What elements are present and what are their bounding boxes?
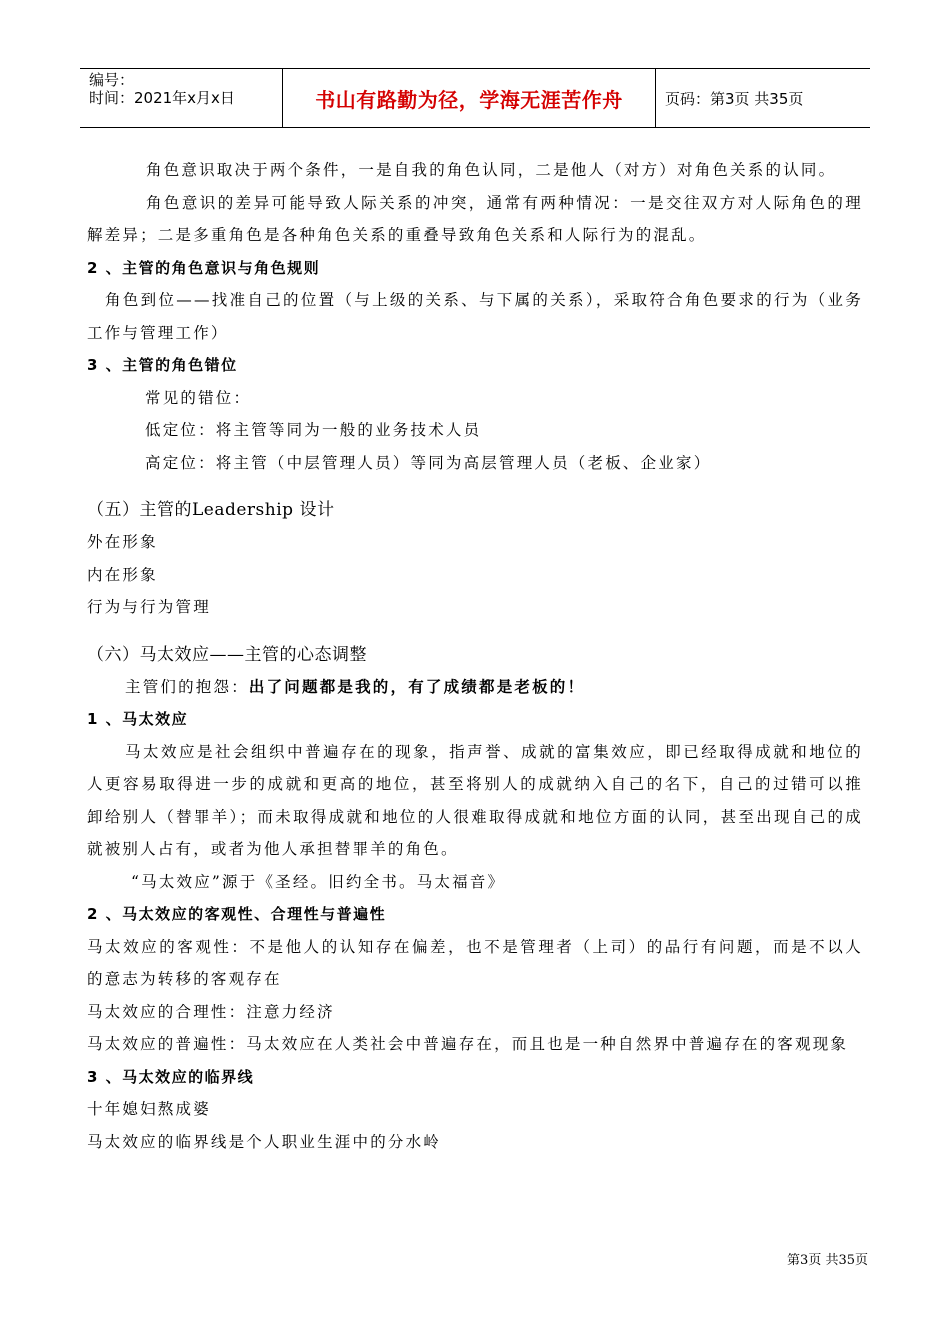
- document-body: [87, 154, 863, 1158]
- paragraph: 马太效应是社会组织中普遍存在的现象，指声誉、成就的富集效应，即已经取得成就和地位的人更容易取得进一步的成就和更高的地位，甚至将别人的成就纳入自己的名下，自己的过错可以推卸给别人（替罪羊）；而未取得成就和地位的人很难取得成就和地位方面的认同，甚至出现自己的成就被别人占有，或者为他人承担替罪羊的角色。: [87, 742, 863, 858]
- paragraph: 十年媳妇熬成婆: [87, 1100, 211, 1118]
- subheading: 3 、主管的角色错位: [87, 356, 238, 374]
- subheading: 2 、主管的角色意识与角色规则: [87, 258, 321, 277]
- subheading: 3 、马太效应的临界线: [87, 1067, 255, 1086]
- paragraph: 角色意识取决于两个条件，一是自我的角色认同，二是他人（对方）对角色关系的认同。: [146, 161, 837, 179]
- list-item: 行为与行为管理: [87, 598, 211, 616]
- paragraph: 马太效应的普遍性：马太效应在人类社会中普遍存在，而且也是一种自然界中普遍存在的客观现象: [87, 1035, 849, 1053]
- page-footer: 第3页 共35页: [787, 1253, 868, 1268]
- section-heading: （五）主管的Leadership 设计: [87, 500, 335, 520]
- paragraph: 常见的错位：: [145, 388, 252, 407]
- complaint-emphasis: 出了问题都是我的，有了成绩都是老板的！: [248, 677, 586, 696]
- number-label: 编号：: [89, 71, 135, 89]
- paragraph: 马太效应的合理性：注意力经济: [87, 1002, 335, 1021]
- paragraph: 角色意识的差异可能导致人际关系的冲突，通常有两种情况：一是交往双方对人际角色的理解差异；二是多重角色是各种角色关系的重叠导致角色关系和人际行为的混乱。: [87, 193, 863, 244]
- complaint-prefix: 主管们的抱怨：: [125, 677, 249, 696]
- paragraph: 马太效应的客观性：不是他人的认知存在偏差，也不是管理者（上司）的品行有问题，而是不以人的意志为转移的客观存在: [87, 937, 863, 988]
- paragraph: 马太效应的临界线是个人职业生涯中的分水岭: [87, 1132, 442, 1151]
- complaint-line: [87, 671, 863, 704]
- header-motto: 书山有路勤为径，学海无涯苦作舟: [282, 69, 656, 127]
- subheading: 2 、马太效应的客观性、合理性与普遍性: [87, 905, 387, 923]
- date-label: 时间：2021年x月x日: [89, 89, 235, 107]
- list-item: 外在形象: [87, 533, 158, 551]
- subheading: 1 、马太效应: [87, 710, 189, 728]
- paragraph: 低定位：将主管等同为一般的业务技术人员: [145, 421, 482, 439]
- page-header: [80, 68, 870, 128]
- list-item: 内在形象: [87, 565, 158, 584]
- paragraph: 角色到位——找准自己的位置（与上级的关系、与下属的关系），采取符合角色要求的行为（业务工作与管理工作）: [87, 291, 863, 342]
- header-meta: [80, 69, 282, 127]
- paragraph: “马太效应”源于《圣经。旧约全书。马太福音》: [131, 872, 506, 891]
- paragraph: 高定位：将主管（中层管理人员）等同为高层管理人员（老板、企业家）: [145, 453, 712, 472]
- header-page-info: 页码：第3页 共35页: [665, 89, 804, 108]
- section-heading: （六）马太效应——主管的心态调整: [87, 644, 367, 665]
